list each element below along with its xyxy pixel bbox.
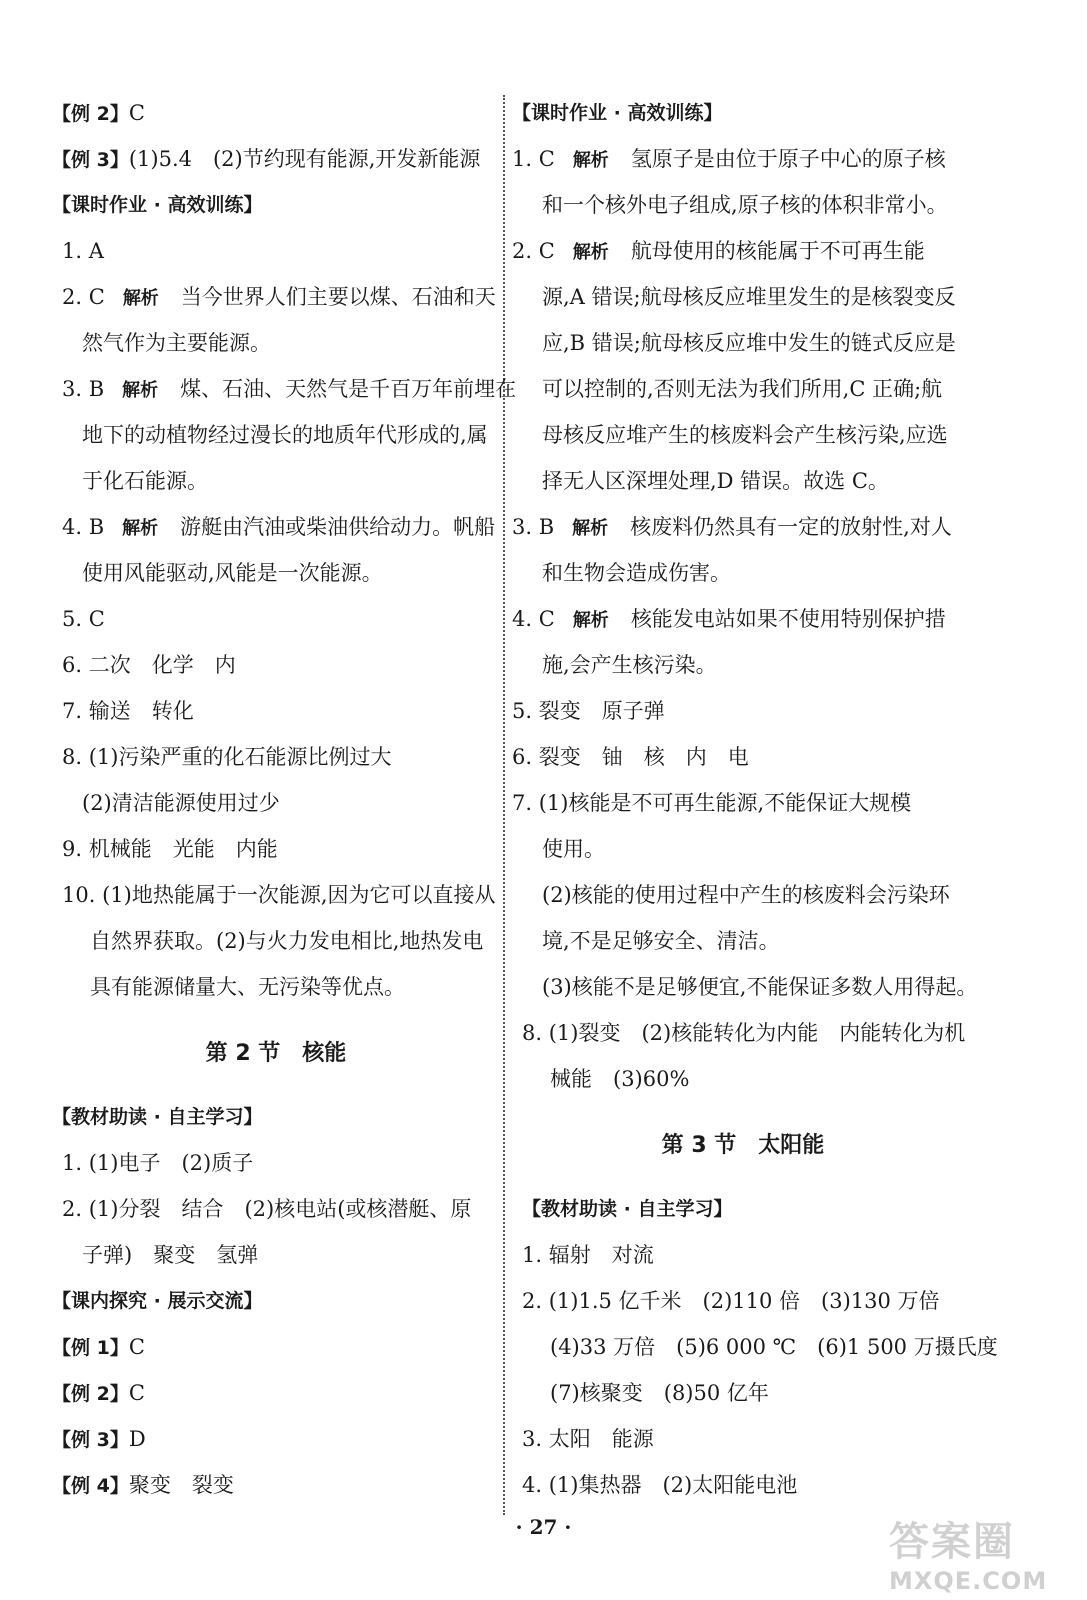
analysis-tag: 解析 [572,150,609,171]
column-divider [503,95,505,1515]
study-item-4: 4. (1)集热器 (2)太阳能电池 [522,1473,798,1497]
study-item-3: 3. 太阳 能源 [522,1427,654,1451]
study-heading: 【教材助读 · 自主学习】 [522,1198,733,1220]
answer-4: 4. C 解析 核能发电站如果不使用特别保护措 [512,596,974,642]
question-10-cont: 具有能源储量大、无污染等优点。 [90,975,405,999]
left-column [52,90,517,1508]
question-4: 4. B 解析 游艇由汽油或柴油供给动力。帆船 [52,504,500,550]
study-item-2-cont: (7)核聚变 (8)50 亿年 [550,1381,769,1405]
study-item-2: 2. (1)分裂 结合 (2)核电站(或核潜艇、原 [62,1197,472,1221]
analysis-tag: 解析 [122,380,159,401]
answer-7-cont: 使用。 [542,837,605,861]
section-3-title: 第 3 节 太阳能 [661,1133,825,1158]
watermark-text: 答案圈 [889,1519,1015,1565]
answer-2-cont: 可以控制的,否则无法为我们所用,C 正确;航 [542,377,943,401]
homework-heading: 【课时作业 · 高效训练】 [52,194,263,216]
answer-2-cont: 应,B 错误;航母核反应堆中发生的链式反应是 [542,331,956,355]
answer-7-cont: (3)核能不是足够便宜,不能保证多数人用得起。 [542,975,978,999]
page-number: · 27 · [515,1515,572,1539]
study-item-2: 2. (1)1.5 亿千米 (2)110 倍 (3)130 万倍 [522,1289,940,1313]
question-4-cont: 使用风能驱动,风能是一次能源。 [82,561,383,585]
explore-example-2: 【例 2】C [52,1381,145,1405]
study-item-1: 1. (1)电子 (2)质子 [62,1151,254,1175]
answer-7-cont: 境,不是足够安全、清洁。 [542,929,780,953]
answer-1: 1. C 解析 氢原子是由位于原子中心的原子核 [512,136,974,182]
section-2-title: 第 2 节 核能 [205,1041,347,1066]
analysis-tag: 解析 [572,518,609,539]
study-item-2-cont: 子弹) 聚变 氢弹 [82,1243,259,1267]
example-3: 【例 3】(1)5.4 (2)节约现有能源,开发新能源 [52,147,481,171]
analysis-tag: 解析 [572,610,609,631]
study-item-1: 1. 辐射 对流 [522,1243,654,1267]
question-10-cont: 自然界获取。(2)与火力发电相比,地热发电 [90,929,484,953]
question-7: 7. 输送 转化 [62,699,194,723]
question-3: 3. B 解析 煤、石油、天然气是千百万年前埋在 [52,366,500,412]
watermark-logo [889,1510,1069,1595]
answer-2-cont: 源,A 错误;航母核反应堆里发生的是核裂变反 [542,285,956,309]
answer-4-cont: 施,会产生核污染。 [542,653,717,677]
answer-2-cont: 母核反应堆产生的核废料会产生核污染,应选 [542,423,948,447]
answer-2-cont: 择无人区深埋处理,D 错误。故选 C。 [542,469,889,493]
answer-2: 2. C 解析 航母使用的核能属于不可再生能 [512,228,974,274]
question-8-cont: (2)清洁能源使用过少 [82,791,280,815]
study-item-2-cont: (4)33 万倍 (5)6 000 ℃ (6)1 500 万摄氏度 [550,1335,998,1359]
answer-7-cont: (2)核能的使用过程中产生的核废料会污染环 [542,883,950,907]
answer-3-cont: 和生物会造成伤害。 [542,561,731,585]
question-9: 9. 机械能 光能 内能 [62,837,278,861]
answer-5: 5. 裂变 原子弹 [512,699,665,723]
question-3-cont: 地下的动植物经过漫长的地质年代形成的,属 [82,423,488,447]
example-2: 【例 2】C [52,101,145,125]
answer-1-cont: 和一个核外电子组成,原子核的体积非常小。 [542,193,948,217]
answer-7: 7. (1)核能是不可再生能源,不能保证大规模 [512,791,912,815]
question-6: 6. 二次 化学 内 [62,653,236,677]
explore-example-1: 【例 1】C [52,1335,145,1359]
watermark-url: MXQE.COM [889,1567,1048,1595]
right-column [512,90,998,1508]
question-1: 1. A [62,239,104,263]
explore-heading: 【课内探究 · 展示交流】 [52,1290,263,1312]
explore-example-3: 【例 3】D [52,1427,146,1451]
analysis-tag: 解析 [572,242,609,263]
question-2-cont: 然气作为主要能源。 [82,331,271,355]
answer-3: 3. B 解析 核废料仍然具有一定的放射性,对人 [512,504,974,550]
explore-example-4: 【例 4】聚变 裂变 [52,1473,234,1497]
question-10: 10. (1)地热能属于一次能源,因为它可以直接从 [62,883,496,907]
study-heading: 【教材助读 · 自主学习】 [52,1106,263,1128]
answer-6: 6. 裂变 铀 核 内 电 [512,745,749,769]
question-2: 2. C 解析 当今世界人们主要以煤、石油和天 [52,274,500,320]
question-3-cont: 于化石能源。 [82,469,208,493]
homework-heading: 【课时作业 · 高效训练】 [512,102,723,124]
answer-8: 8. (1)裂变 (2)核能转化为内能 内能转化为机 [522,1021,966,1045]
question-5: 5. C [62,607,105,631]
analysis-tag: 解析 [122,288,159,309]
analysis-tag: 解析 [122,518,159,539]
answer-8-cont: 械能 (3)60% [550,1067,690,1091]
question-8: 8. (1)污染严重的化石能源比例过大 [62,745,392,769]
